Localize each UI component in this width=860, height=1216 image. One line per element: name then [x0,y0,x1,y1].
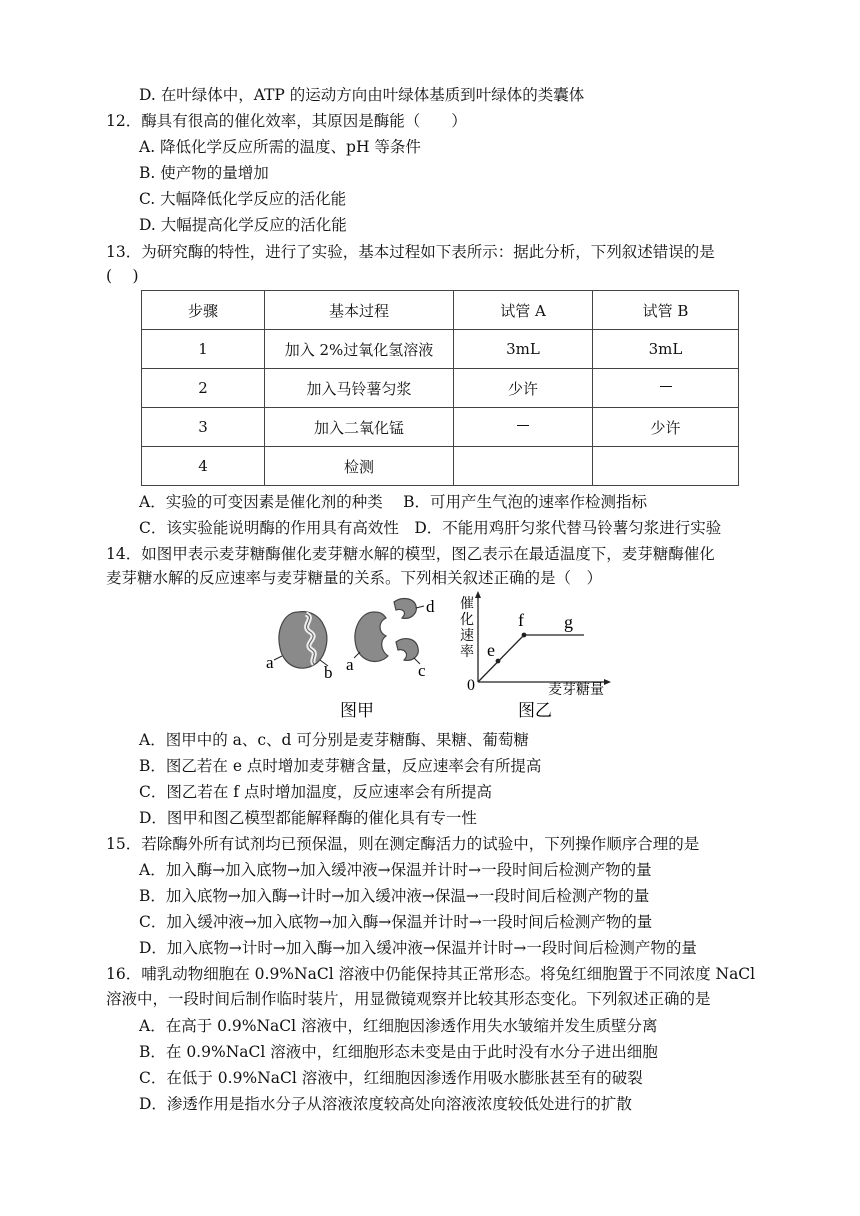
q13-options-ab: A．实验的可变因素是催化剂的种类 B．可用产生气泡的速率作检测指标 [139,493,648,511]
table-cell: 3 [142,408,265,447]
figure-jia-caption: 图甲 [340,701,374,721]
y-axis-label-char: 速 [460,628,474,644]
table-cell: 2 [142,369,265,408]
enzyme-model-1 [274,612,328,669]
y-axis-label-char: 化 [460,612,474,628]
table-cell [454,447,593,486]
q12-option-c: C. 大幅降低化学反应的活化能 [139,190,347,208]
product-c [396,639,420,664]
table-header: 步骤 [142,291,265,330]
q14-stem: 14．如图甲表示麦芽糖酶催化麦芽糖水解的模型，图乙表示在最适温度下，麦芽糖酶催化 [106,545,715,563]
table-cell: 少许 [454,369,593,408]
table-cell: 1 [142,330,265,369]
table-cell: 加入马铃薯匀浆 [265,369,454,408]
table-cell-empty-dash [454,408,593,447]
point-f-label: f [518,610,524,630]
x-axis-label: 麦芽糖量 [548,682,604,698]
q13-options-cd: C．该实验能说明酶的作用具有高效性 D．不能用鸡肝匀浆代替马铃薯匀浆进行实验 [139,519,722,537]
table-cell: 4 [142,447,265,486]
table-row [142,447,739,486]
experiment-table [141,290,739,486]
enzyme-model-2 [354,612,388,661]
q12-option-b: B. 使产物的量增加 [139,164,269,182]
q16-option-c: C．在低于 0.9%NaCl 溶液中，红细胞因渗透作用吸水膨胀甚至有的破裂 [139,1069,643,1087]
q12-option-d: D. 大幅提高化学反应的活化能 [139,216,347,234]
table-header: 试管 A [454,291,593,330]
point-e-label: e [487,640,495,660]
q15-stem: 15．若除酶外所有试剂均已预保温，则在测定酶活力的试验中，下列操作顺序合理的是 [106,835,700,853]
q14-stem-line2: 麦芽糖水解的反应速率与麦芽糖量的关系。下列相关叙述正确的是（ ） [106,569,603,587]
q11-option-d: D. 在叶绿体中，ATP 的运动方向由叶绿体基质到叶绿体的类囊体 [139,86,585,104]
q14-option-c: C．图乙若在 f 点时增加温度，反应速率会有所提高 [139,783,492,801]
table-cell: 检测 [265,447,454,486]
label-b: b [324,663,333,682]
table-row [142,330,739,369]
table-header: 试管 B [593,291,739,330]
label-c: c [418,661,426,680]
table-row [142,369,739,408]
q14-option-b: B．图乙若在 e 点时增加麦芽糖含量，反应速率会有所提高 [139,757,542,775]
origin-label: 0 [467,677,475,694]
q13-stem-bracket: ( ) [106,267,139,285]
q15-option-c: C．加入缓冲液→加入底物→加入酶→保温并计时→一段时间后检测产物的量 [139,913,653,931]
q14-option-d: D．图甲和图乙模型都能解释酶的催化具有专一性 [139,809,477,827]
q16-stem-line2: 溶液中，一段时间后制作临时装片，用显微镜观察并比较其形态变化。下列叙述正确的是 [106,990,711,1008]
q16-option-a: A．在高于 0.9%NaCl 溶液中，红细胞因渗透作用失水皱缩并发生质壁分离 [139,1017,658,1035]
q16-stem: 16．哺乳动物细胞在 0.9%NaCl 溶液中仍能保持其正常形态。将兔红细胞置于不同浓度 NaCl [106,965,756,983]
table-cell: 3mL [593,330,739,369]
table-cell: 3mL [454,330,593,369]
q12-stem: 12．酶具有很高的催化效率，其原因是酶能（ ） [106,112,467,130]
figure-yi-caption: 图乙 [518,701,552,721]
graph-yi [475,591,611,685]
table-row [142,408,739,447]
enzyme-figure [262,590,622,725]
table-header: 基本过程 [265,291,454,330]
dash-mark [660,386,672,387]
label-a: a [266,653,274,672]
table-header-row [142,291,739,330]
q15-option-b: B．加入底物→加入酶→计时→加入缓冲液→保温→一段时间后检测产物的量 [139,887,650,905]
label-a-second: a [346,655,354,674]
product-d [394,599,424,619]
label-d: d [426,597,435,616]
point-g-label: g [564,612,573,632]
q16-option-d: D．渗透作用是指水分子从溶液浓度较高处向溶液浓度较低处进行的扩散 [139,1095,632,1113]
q14-option-a: A．图甲中的 a、c、d 可分别是麦芽糖酶、果糖、葡萄糖 [139,731,529,749]
y-axis-label-char: 催 [460,596,474,612]
q16-option-b: B．在 0.9%NaCl 溶液中，红细胞形态未变是由于此时没有水分子进出细胞 [139,1043,658,1061]
q12-option-a: A. 降低化学反应所需的温度、pH 等条件 [139,138,421,156]
q13-stem: 13．为研究酶的特性，进行了实验，基本过程如下表所示：据此分析，下列叙述错误的是 [106,243,715,261]
table-cell: 少许 [593,408,739,447]
y-axis-label-char: 率 [460,644,474,660]
dash-mark [517,425,529,426]
table-cell: 加入 2%过氧化氢溶液 [265,330,454,369]
q15-option-d: D．加入底物→计时→加入酶→加入缓冲液→保温并计时→一段时间后检测产物的量 [139,939,697,957]
table-cell-empty-dash [593,369,739,408]
q15-option-a: A．加入酶→加入底物→加入缓冲液→保温并计时→一段时间后检测产物的量 [139,861,652,879]
table-cell: 加入二氧化锰 [265,408,454,447]
table-cell [593,447,739,486]
